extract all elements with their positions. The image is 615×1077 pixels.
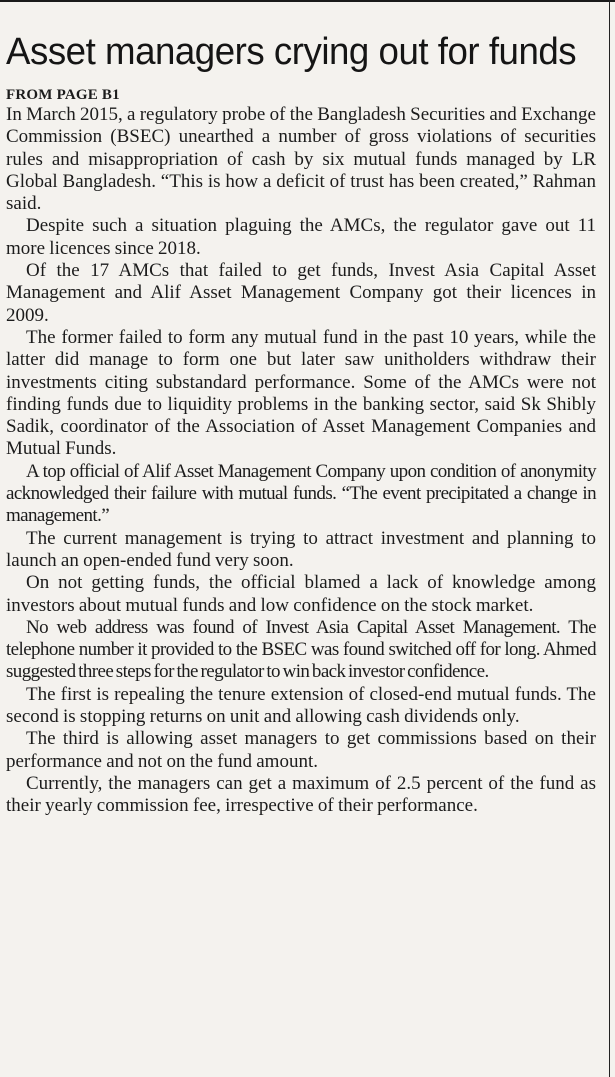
column-rule: [609, 0, 611, 1077]
paragraph: On not getting funds, the official blamed a lack of knowledge among investors about mutual funds and low confidence on the stock market.: [6, 572, 596, 616]
paragraph: The former failed to form any mutual fund in the past 10 years, while the latter did manage to form one but later saw unitholders withdraw their investments citing substandard performance. Some of the AMCs were not finding funds due to liquidity problems in the banking sector, said Sk Shibly Sadik, coordinator of the Association of Asset Management Companies and Mutual Funds.: [6, 326, 596, 460]
paragraph: The third is allowing asset managers to get commissions based on their performance and not on the fund amount.: [6, 728, 596, 772]
paragraph: The first is repealing the tenure extension of closed-end mutual funds. The second is stopping returns on unit and allowing cash dividends only.: [6, 683, 596, 728]
article: [6, 30, 596, 818]
paragraph: Of the 17 AMCs that failed to get funds, Invest Asia Capital Asset Management and Alif Asset Management Company got their licences in 2009.: [6, 260, 596, 326]
top-rule: [0, 0, 615, 2]
paragraph: Currently, the managers can get a maximum of 2.5 percent of the fund as their yearly commission fee, irrespective of their performance.: [6, 772, 596, 817]
article-body: [6, 104, 596, 818]
headline: Asset managers crying out for funds: [6, 31, 577, 73]
paragraph: In March 2015, a regulatory probe of the Bangladesh Securities and Exchange Commission (BSEC) unearthed a number of gross violations of securities rules and misappropriation of cash by six mutual funds managed by LR Global Bangladesh. “This is how a deficit of trust has been created,” Rahman said.: [6, 104, 596, 215]
paragraph: No web address was found of Invest Asia Capital Asset Management. The telephone number it provided to the BSEC was found switched off for long. Ahmed suggested three steps for the regulator to win back investor confidence.: [6, 616, 596, 683]
paragraph: A top official of Alif Asset Management Company upon condition of anonymity acknowledged their failure with mutual funds. “The event precipitated a change in management.”: [6, 460, 596, 527]
jump-label: FROM PAGE B1: [6, 87, 120, 103]
paragraph: The current management is trying to attract investment and planning to launch an open-ended fund very soon.: [6, 527, 596, 571]
paragraph: Despite such a situation plaguing the AMCs, the regulator gave out 11 more licences since 2018.: [6, 215, 596, 259]
